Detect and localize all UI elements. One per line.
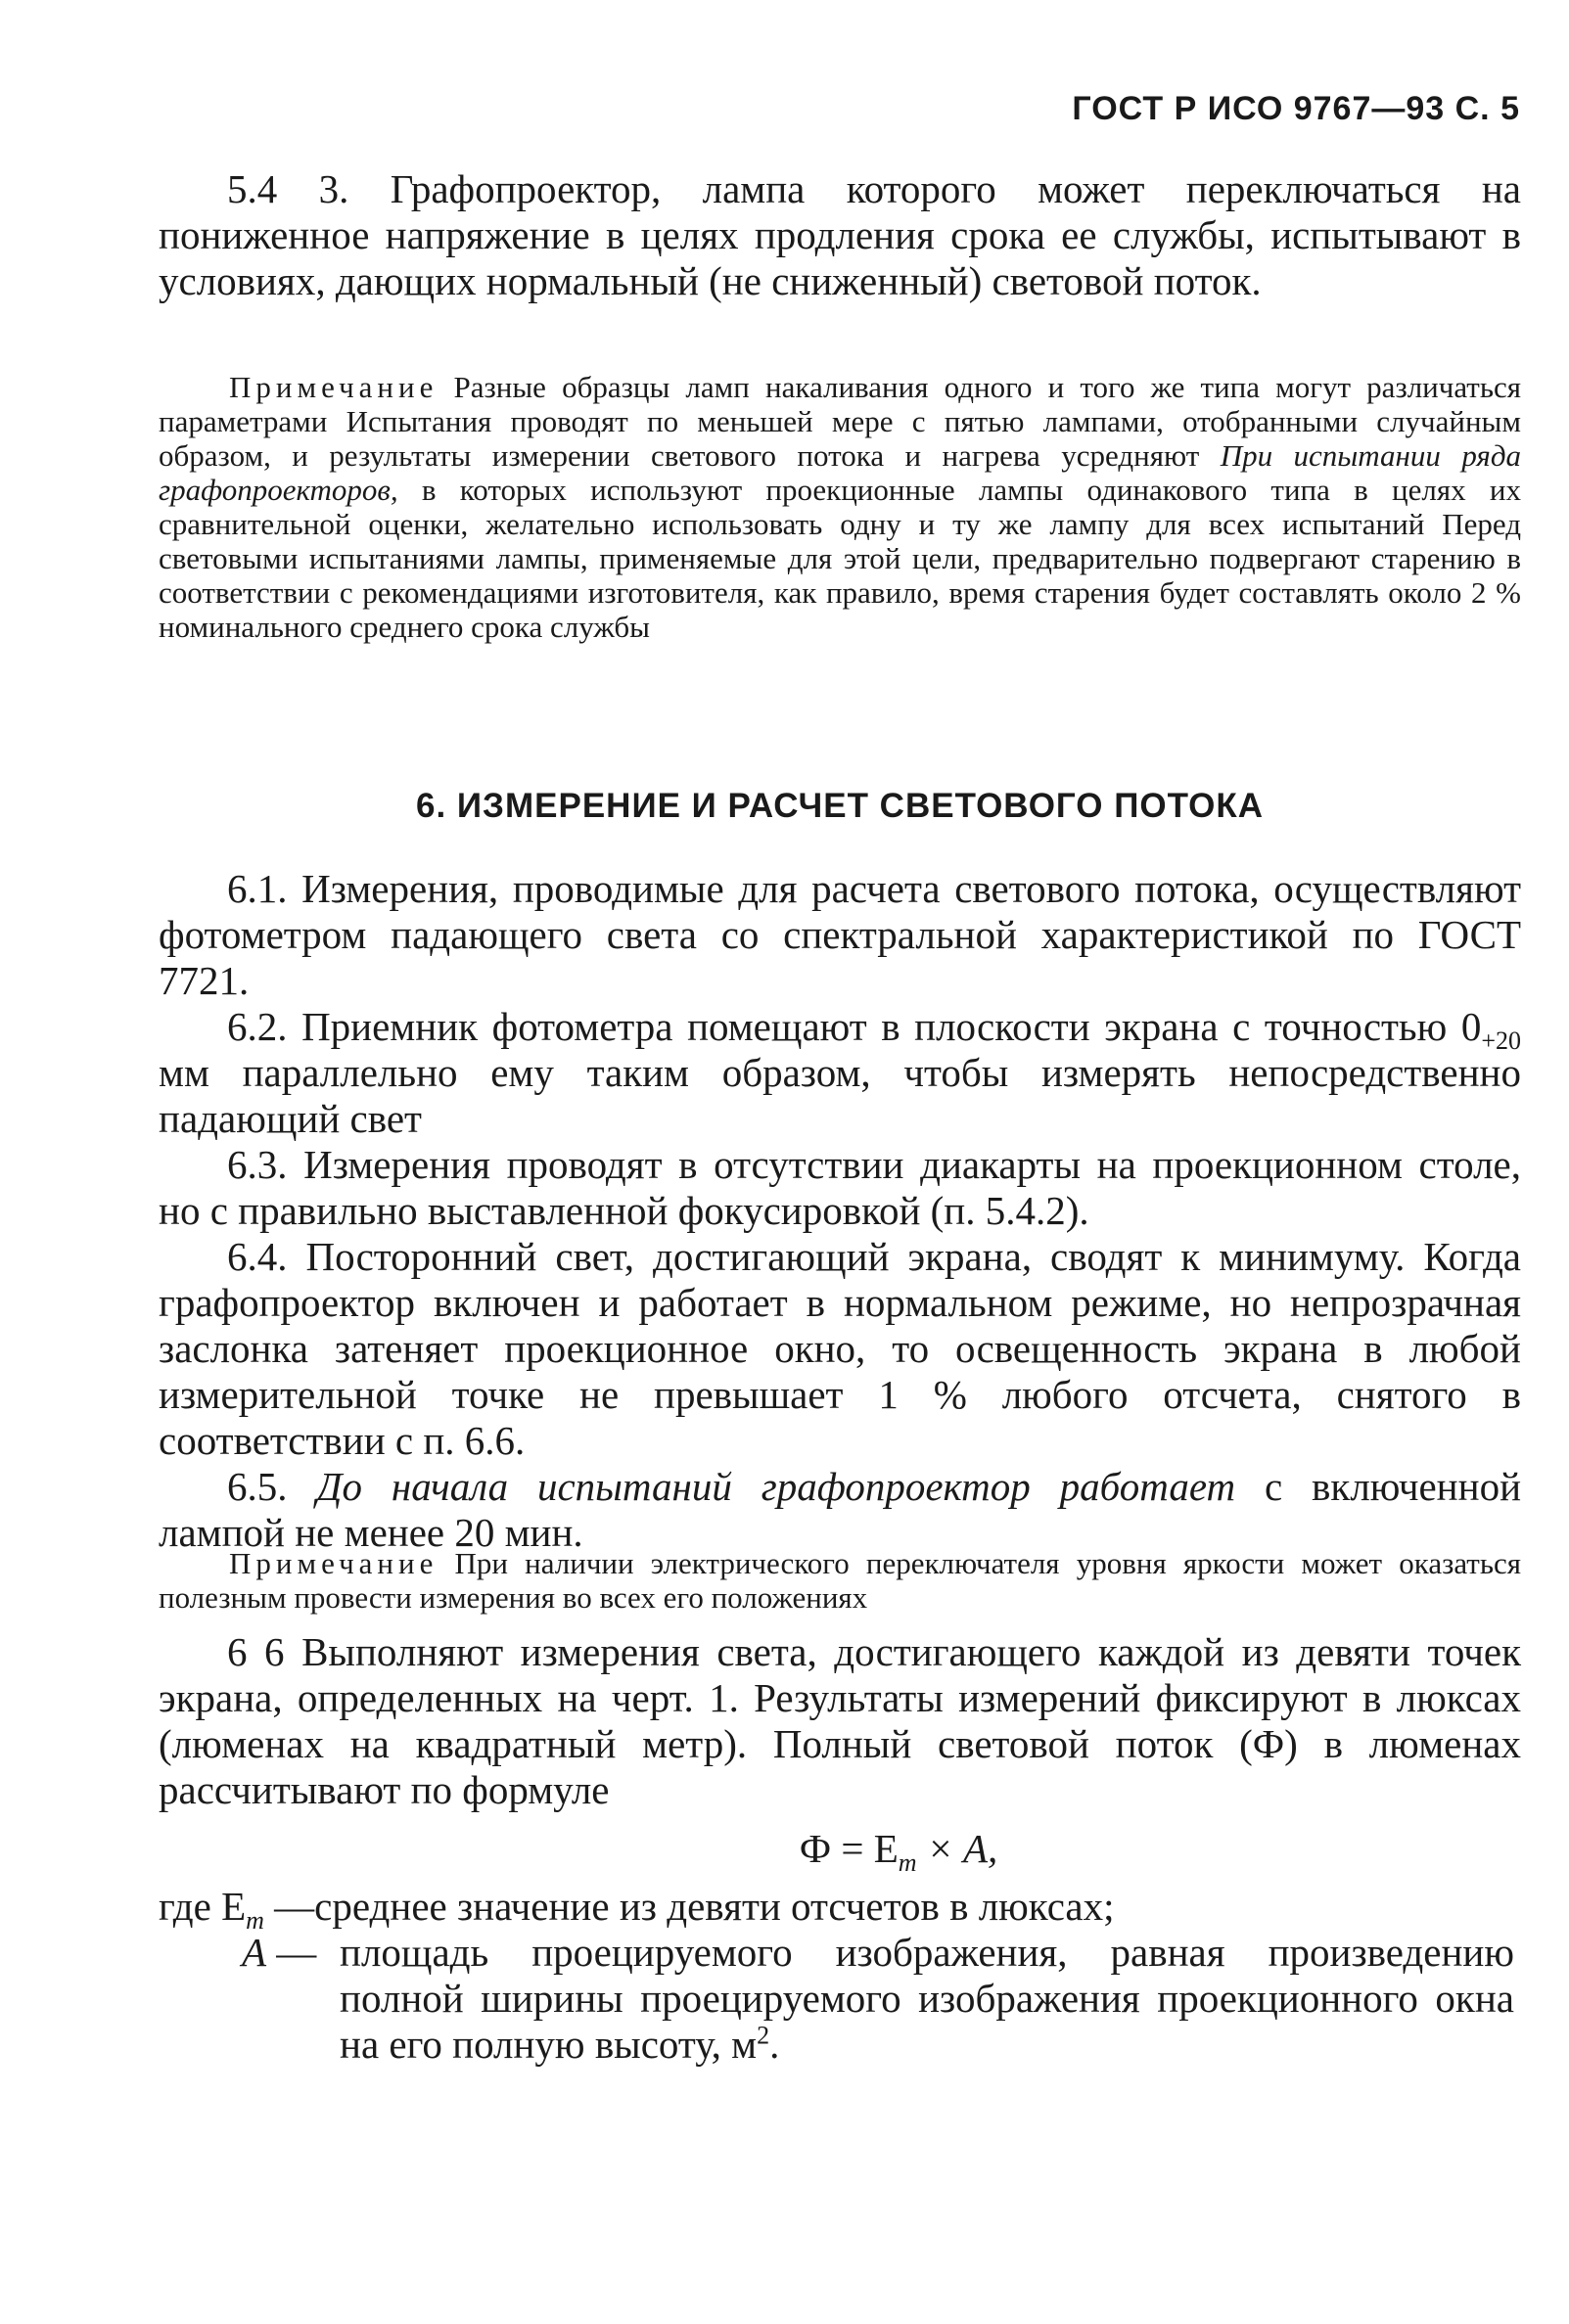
paragraph-5-4-3: 5.4 3. Графопроектор, лампа которого может переключаться на пониженное напряжение в целях продления срока ее службы, испытывают в условиях, дающих нормальный (не сниженный) световой поток. xyxy=(159,166,1521,303)
clause-6-6 xyxy=(159,1629,1521,1813)
section-6-body xyxy=(159,866,1521,1556)
note-1 xyxy=(159,370,1521,644)
clause-5-4-3 xyxy=(159,166,1521,304)
paragraph-6-5: 6.5. До начала испытаний графопроектор работает с включенной лампой не менее 20 мин. xyxy=(159,1464,1522,1555)
note-text: При наличии электрического переключателя уровня яркости может оказаться полезным провести измерения во всех его положениях xyxy=(159,1546,1521,1615)
section-heading: 6. ИЗМЕРЕНИЕ И РАСЧЕТ СВЕТОВОГО ПОТОКА xyxy=(415,787,1265,825)
definition-em: где $Е_m$ — среднее значение из девяти отсчетов в люксах; xyxy=(159,1884,1115,1936)
paragraph-6-2: 6.2. Приемник фотометра помещают в плоскости экрана с точностью $0_{+20}$ мм параллельно ему таким образом, чтобы измерять непосредственно падающий свет xyxy=(159,1004,1521,1141)
section-6-heading-wrap xyxy=(159,787,1521,826)
paragraph-6-3: 6.3. Измерения проводят в отсутствии диакарты на проекционном столе, но с правильно выставленной фокусировкой (п. 5.4.2). xyxy=(159,1142,1521,1233)
paragraph-6-4: 6.4. Посторонний свет, достигающий экрана, сводят к минимуму. Когда графопроектор включен и работает в нормальном режиме, но непрозрачная заслонка затеняет проекционное окно, то освещенность экрана в любой измерительной точке не превышает 1 % любого отсчета, снятого в соответствии с п. 6.6. xyxy=(159,1234,1521,1463)
note-italic-text: При испытании ряда графопроекторов, xyxy=(159,438,1521,507)
paragraph-6-1: 6.1. Измерения, проводимые для расчета светового потока, осуществляют фотометром падающего света со спектральной характеристикой по ГОСТ 7721. xyxy=(159,866,1521,1003)
note-label: Примечание xyxy=(229,370,438,404)
note-label: Примечание xyxy=(229,1546,438,1580)
flux-formula: $Ф = Е_m \times A$, xyxy=(799,1826,998,1878)
note-text: Разные образцы ламп накаливания одного и того же типа могут различаться параметрами Испытания проводят по меньшей мере с пятью лампами, отобранными случайным образом, и результаты измерении светового потока и нагрева усредняют xyxy=(159,370,1521,473)
definition-a: A — площадь проецируемого изображения, равная произведению полной ширины проецируемого изображения проекционного окна на его полную высоту, $м^2$. xyxy=(242,1930,1514,2067)
definitions xyxy=(159,1884,1521,2068)
paragraph-6-6: 6 6 Выполняют измерения света, достигающего каждой из девяти точек экрана, определенных на черт. 1. Результаты измерений фиксируют в люксах (люменах на квадратный метр). Полный световой поток (Ф) в люменах рассчитывают по формуле xyxy=(159,1629,1521,1812)
running-header: ГОСТ Р ИСО 9767—93 С. 5 xyxy=(1072,90,1520,127)
note-2 xyxy=(159,1546,1521,1615)
formula-block xyxy=(159,1825,1521,1878)
note-text-continued: в которых используют проекционные лампы одинакового типа в целях их сравнительной оценки, желательно использовать одну и ту же лампу для всех испытаний Перед световыми испытаниями лампы, применяемые для этой цели, предварительно подвергают старению в соответствии с рекомендациями изготовителя, как правило, время старения будет составлять около 2 % номинального среднего срока службы xyxy=(159,473,1521,644)
